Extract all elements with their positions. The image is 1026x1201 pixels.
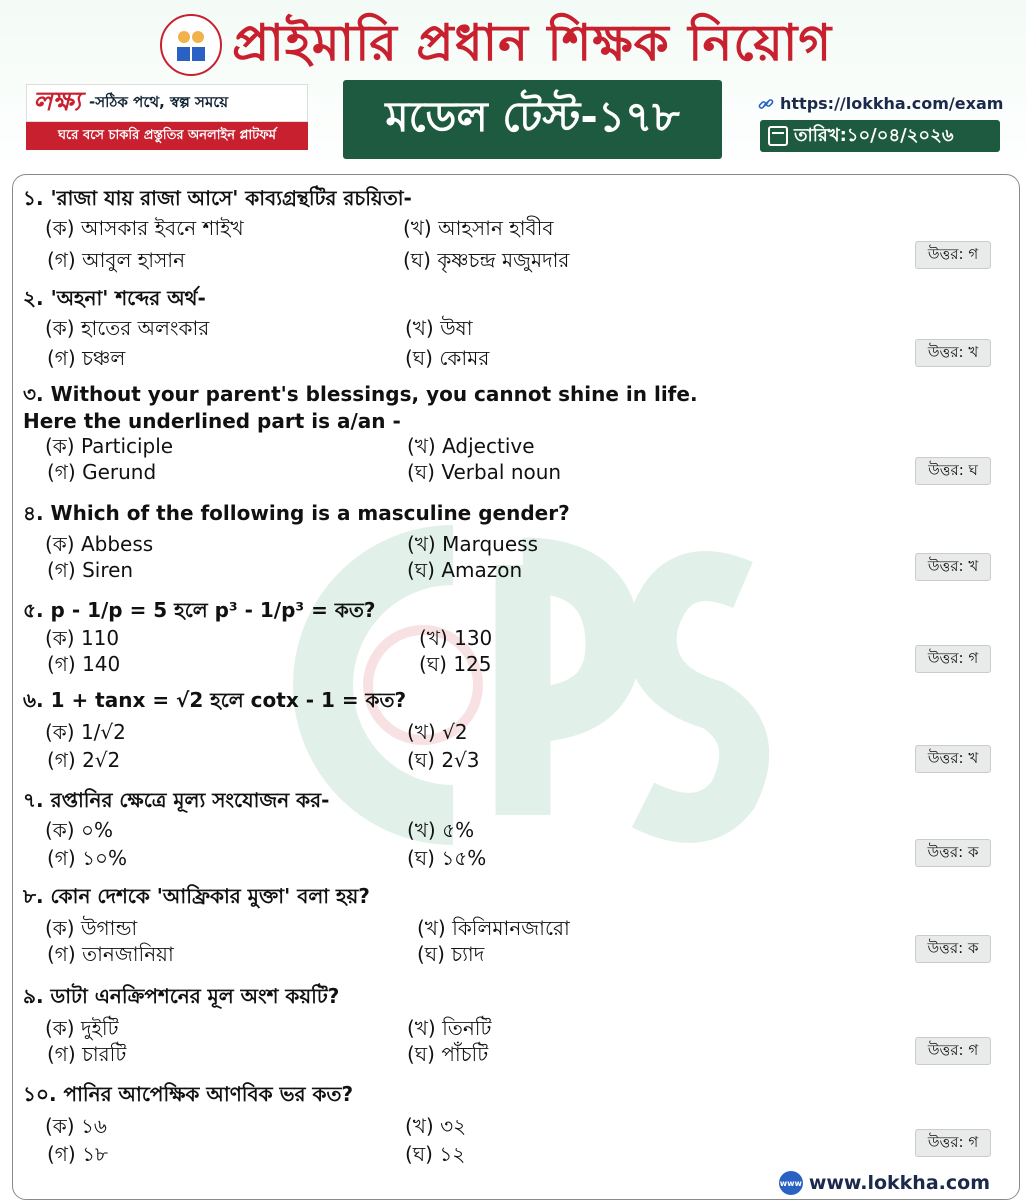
option-d: (ঘ) Amazon <box>407 558 523 582</box>
option-c: (গ) চারটি <box>47 1042 127 1066</box>
option-c: (গ) 140 <box>47 652 121 676</box>
globe-icon: www <box>779 1171 803 1195</box>
option-a: (ক) উগান্ডা <box>45 916 138 940</box>
question-1 <box>23 185 1003 275</box>
question-4 <box>23 500 1003 585</box>
option-a: (ক) 1/√2 <box>45 720 126 744</box>
date-text: তারিখ:১০/০৪/২০২৬ <box>794 124 954 146</box>
option-b: (খ) Marquess <box>407 532 538 556</box>
option-b: (খ) Adjective <box>407 434 535 458</box>
option-a: (ক) Participle <box>45 434 174 458</box>
option-c: (গ) 2√2 <box>47 748 121 772</box>
link-icon <box>758 96 774 112</box>
option-d: (ঘ) ১২ <box>405 1142 466 1166</box>
option-d: (ঘ) কোমর <box>405 346 490 370</box>
question-card <box>12 174 1020 1200</box>
option-a: (ক) দুইটি <box>45 1016 119 1040</box>
option-c: (গ) তানজানিয়া <box>47 942 174 966</box>
answer-badge: উত্তর: ক <box>915 935 991 963</box>
option-d: (ঘ) ১৫% <box>407 846 487 870</box>
option-a: (ক) ০% <box>45 818 113 842</box>
option-b: (খ) ৩২ <box>405 1114 467 1138</box>
question-text: ৯. ডাটা এনক্রিপশনের মূল অংশ কয়টি? <box>23 984 340 1008</box>
option-c: (গ) আবুল হাসান <box>47 248 186 272</box>
exam-url[interactable] <box>758 94 1003 113</box>
option-c: (গ) Siren <box>47 558 134 582</box>
date-badge <box>760 120 1000 152</box>
footer-site-text: www.lokkha.com <box>808 1172 990 1194</box>
answer-badge: উত্তর: ক <box>915 839 991 867</box>
option-d: (ঘ) Verbal noun <box>407 460 562 484</box>
question-text: ৬. 1 + tanx = √2 হলে cotx - 1 = কত? <box>23 688 407 712</box>
option-b: (খ) 130 <box>419 626 493 650</box>
question-text: ২. 'অহনা' শব্দের অর্থ- <box>23 286 206 310</box>
option-a: (ক) Abbess <box>45 532 154 556</box>
option-d: (ঘ) 2√3 <box>407 748 480 772</box>
option-b: (খ) কিলিমানজারো <box>417 916 570 940</box>
question-6 <box>23 687 1003 775</box>
question-2 <box>23 285 1003 373</box>
question-7 <box>23 787 1003 873</box>
option-b: (খ) উষা <box>405 316 473 340</box>
brand-slogan: -সঠিক পথে, স্বল্প সময়ে <box>88 92 229 111</box>
calendar-icon <box>768 126 788 146</box>
option-d: (ঘ) পাঁচটি <box>407 1042 489 1066</box>
brand-platform-banner: ঘরে বসে চাকরি প্রস্তুতির অনলাইন প্লাটফর্ম <box>26 122 308 150</box>
option-c: (গ) ১০% <box>47 846 128 870</box>
option-a: (ক) হাতের অলংকার <box>45 316 210 340</box>
option-b: (খ) আহসান হাবীব <box>403 216 554 240</box>
option-c: (গ) চঞ্চল <box>47 346 126 370</box>
question-9 <box>23 983 1003 1069</box>
answer-badge: উত্তর: গ <box>915 1129 991 1157</box>
option-c: (গ) Gerund <box>47 460 157 484</box>
page-title: প্রাইমারি প্রধান শিক্ষক নিয়োগ <box>232 14 833 72</box>
answer-badge: উত্তর: গ <box>915 241 991 269</box>
answer-badge: উত্তর: ঘ <box>915 457 991 485</box>
question-3 <box>23 381 1003 487</box>
brand-logo: লক্ষ্য <box>33 87 81 117</box>
question-text: ৮. কোন দেশকে 'আফ্রিকার মুক্তা' বলা হয়? <box>23 884 370 908</box>
answer-badge: উত্তর: খ <box>915 745 991 773</box>
option-a: (ক) ১৬ <box>45 1114 107 1138</box>
option-c: (গ) ১৮ <box>47 1142 109 1166</box>
header <box>0 0 1026 175</box>
question-text: ৩. Without your parent's blessings, you cannot shine in life. Here the underlined part is a/an - <box>23 382 698 433</box>
children-reading-logo-icon <box>160 14 222 76</box>
option-d: (ঘ) 125 <box>419 652 492 676</box>
option-a: (ক) আসকার ইবনে শাইখ <box>45 216 244 240</box>
option-b: (খ) ৫% <box>407 818 475 842</box>
question-text: ৫. p - 1/p = 5 হলে p³ - 1/p³ = কত? <box>23 598 376 622</box>
question-text: ৭. রপ্তানির ক্ষেত্রে মূল্য সংযোজন কর- <box>23 788 330 812</box>
question-5 <box>23 597 1003 679</box>
question-text: ১. 'রাজা যায় রাজা আসে' কাব্যগ্রন্থটির রচয়িতা- <box>23 186 412 210</box>
answer-badge: উত্তর: খ <box>915 553 991 581</box>
footer-site-link[interactable] <box>779 1171 990 1195</box>
answer-badge: উত্তর: খ <box>915 339 991 367</box>
question-10 <box>23 1081 1003 1169</box>
option-a: (ক) 110 <box>45 626 120 650</box>
model-test-title: মডেল টেস্ট-১৭৮ <box>343 80 722 159</box>
exam-url-text: https://lokkha.com/exam <box>780 94 1004 113</box>
question-text: ৪. Which of the following is a masculine gender? <box>23 501 570 525</box>
option-b: (খ) √2 <box>407 720 468 744</box>
option-d: (ঘ) চ্যাদ <box>417 942 485 966</box>
question-8 <box>23 883 1003 969</box>
answer-badge: উত্তর: গ <box>915 645 991 673</box>
brand-box <box>26 84 308 150</box>
option-b: (খ) তিনটি <box>407 1016 492 1040</box>
option-d: (ঘ) কৃষ্ণচন্দ্র মজুমদার <box>403 248 570 272</box>
answer-badge: উত্তর: গ <box>915 1037 991 1065</box>
question-text: ১০. পানির আপেক্ষিক আণবিক ভর কত? <box>23 1082 354 1106</box>
